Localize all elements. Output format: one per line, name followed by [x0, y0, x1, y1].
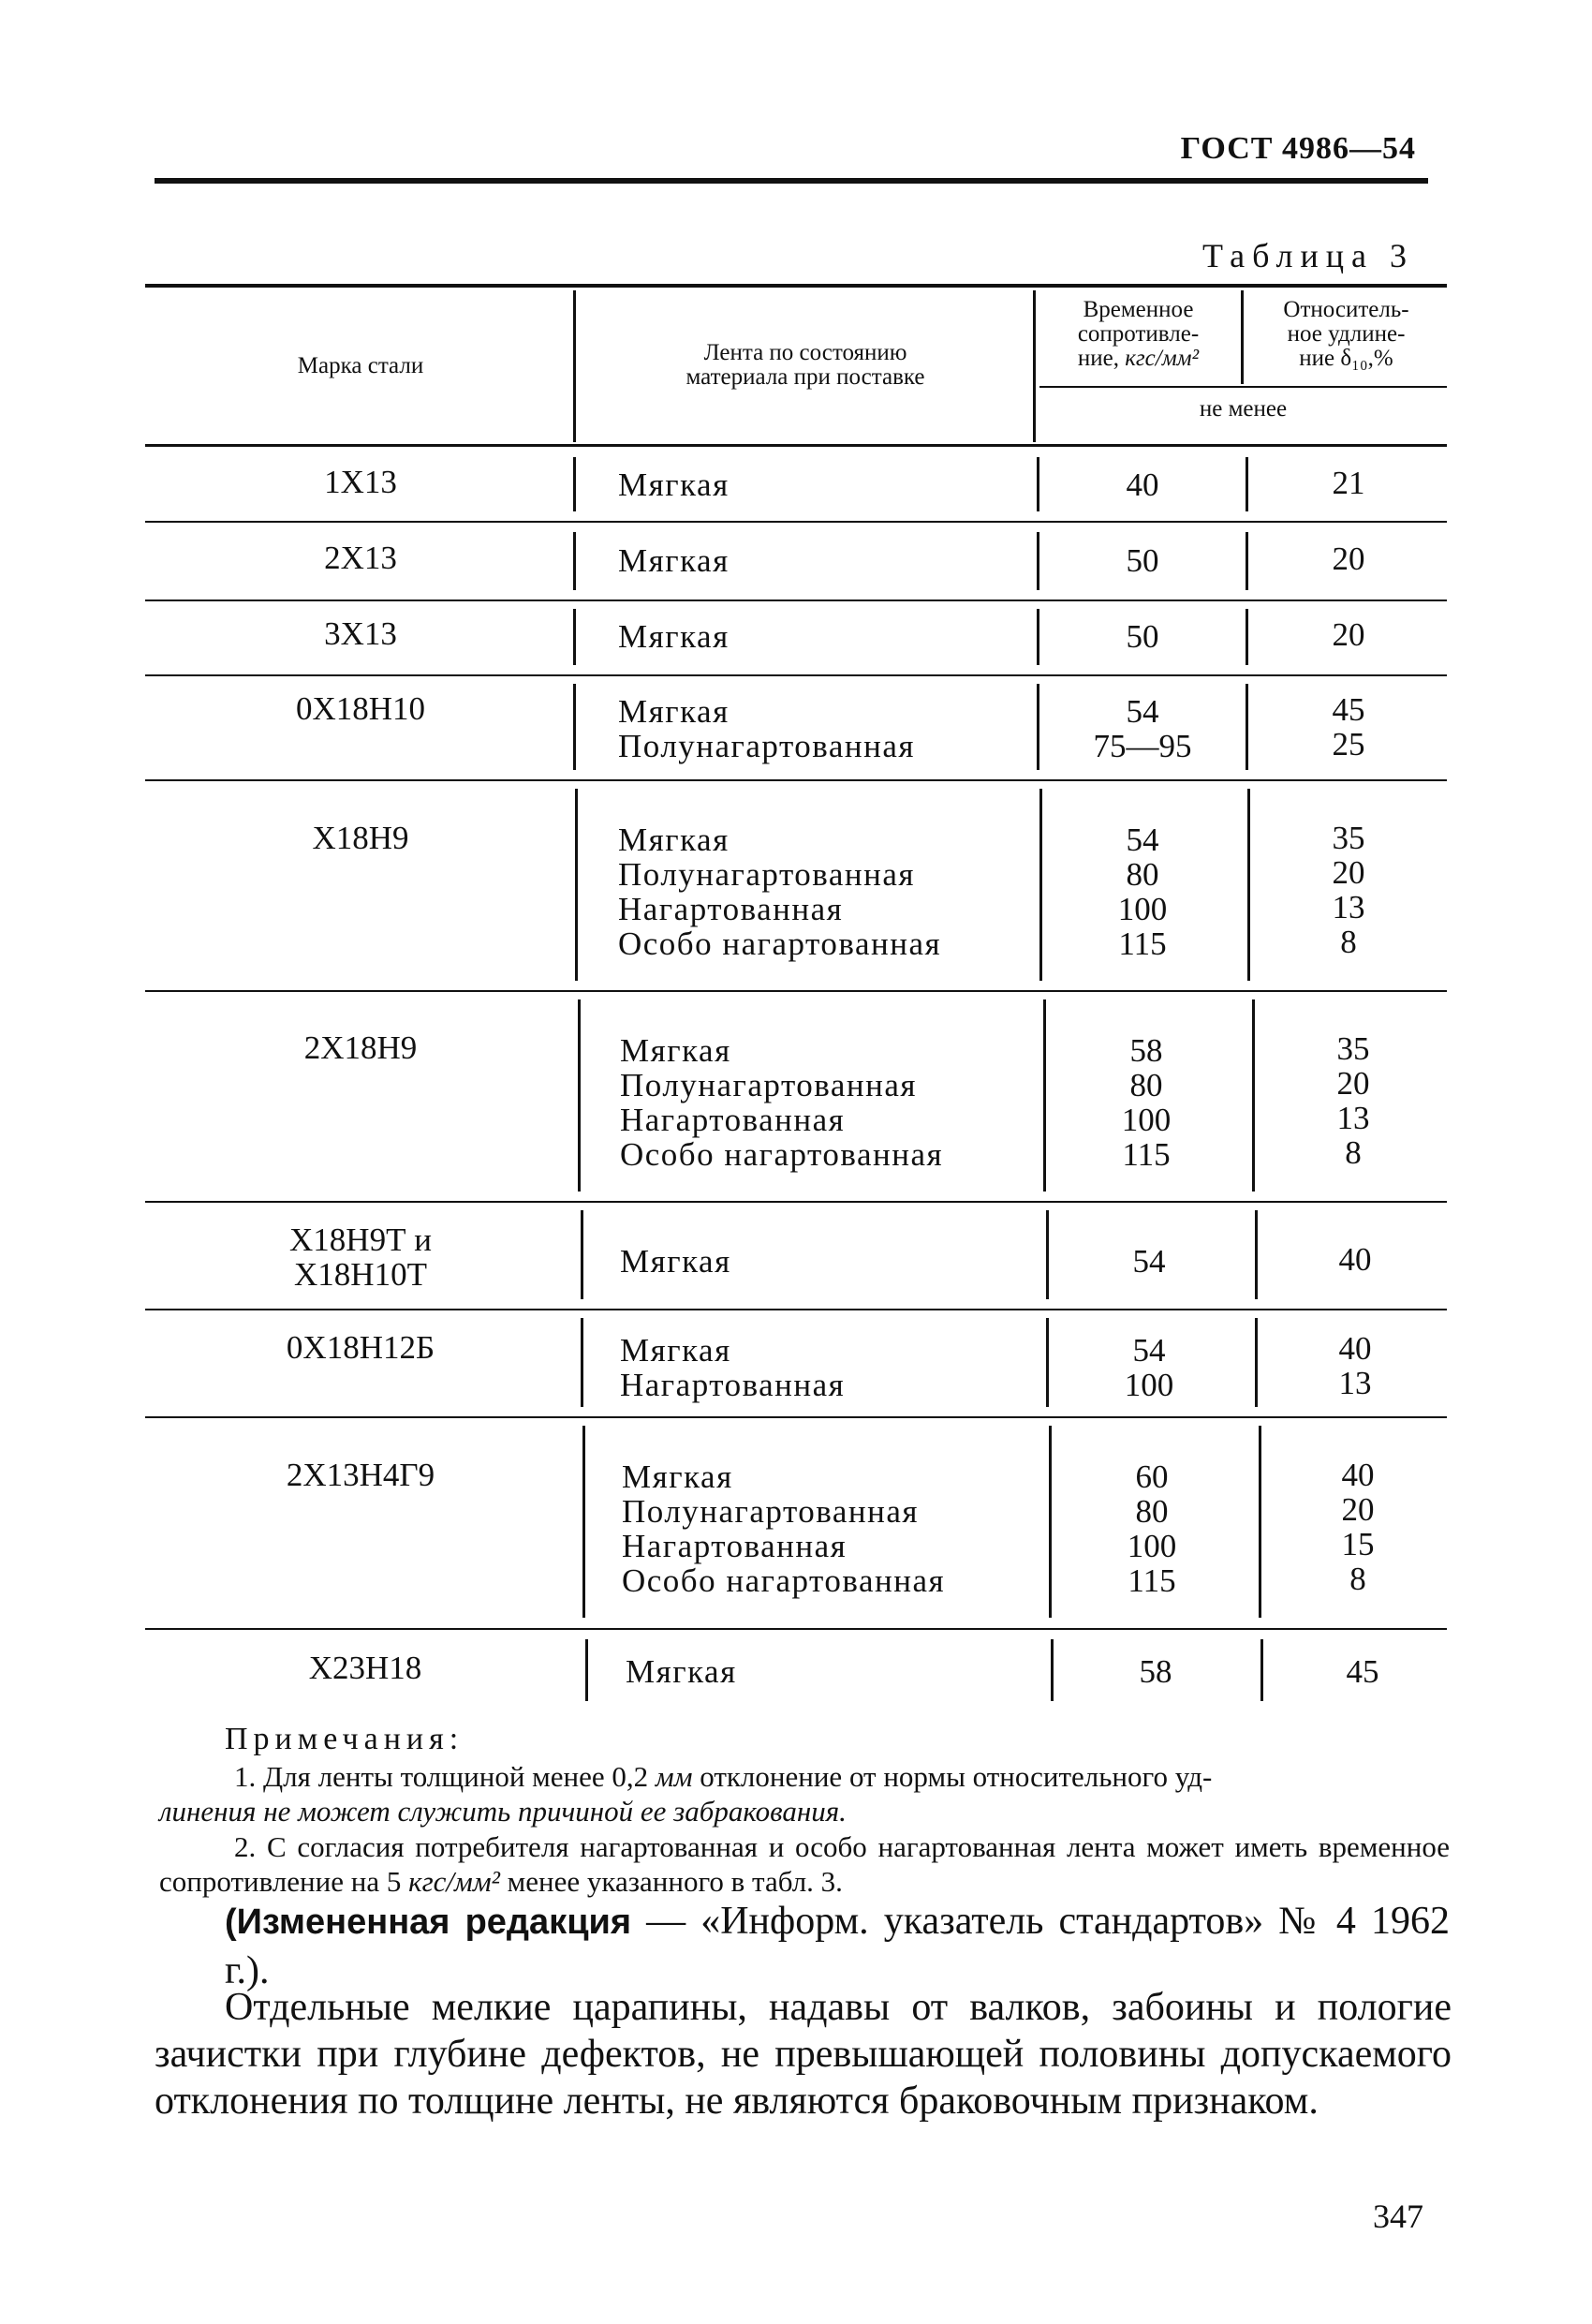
- row-state: Мягкая: [618, 618, 730, 655]
- col-rule: [1246, 457, 1248, 511]
- row-separator: [145, 1416, 1447, 1418]
- row-grade: 2Х13Н4Г9: [286, 1457, 435, 1493]
- row-tensile: 54 100: [1124, 1332, 1174, 1403]
- row-state: Мягкая: [626, 1653, 737, 1690]
- col-header-grade: Марка стали: [297, 353, 424, 378]
- row-elongation: 35 20 13 8: [1336, 1030, 1370, 1171]
- row-separator: [145, 600, 1447, 601]
- col-rule: [1241, 290, 1244, 384]
- header-rule: [155, 178, 1428, 184]
- row-separator: [145, 779, 1447, 781]
- table-rule-top: [145, 284, 1447, 288]
- doc-header: ГОСТ 4986—54: [1180, 131, 1416, 166]
- row-grade: Х23Н18: [308, 1650, 422, 1686]
- col-rule: [1033, 290, 1036, 442]
- row-grade: Х18Н9: [312, 820, 409, 856]
- col-rule: [573, 457, 576, 511]
- table-rule-header-sub: [1039, 386, 1447, 388]
- note-1-unit: мм: [655, 1760, 693, 1793]
- notes-title: Примечания:: [225, 1722, 464, 1756]
- table-label: Таблица 3: [1202, 237, 1414, 274]
- amendment-bold: (Измененная редакция: [225, 1902, 632, 1942]
- row-elongation: 45 25: [1332, 691, 1365, 762]
- tensile-header-text: Временное сопротивле- ние,: [1077, 297, 1200, 371]
- col-rule: [585, 1639, 588, 1701]
- body-paragraph: Отдельные мелкие царапины, надавы от валков, забоины и пологие зачистки при глубине дефектов, не превышающей половины допускаемого отклонения по толщине ленты, не являются браковочным признаком.: [155, 1986, 1452, 2123]
- row-elongation: 20: [1332, 540, 1365, 577]
- row-state: Мягкая: [618, 466, 730, 503]
- col-rule: [581, 1210, 583, 1299]
- row-grade: 2Х13: [324, 540, 397, 576]
- row-elongation: 35 20 13 8: [1332, 820, 1365, 960]
- note-1: [159, 1759, 1450, 1828]
- col-rule: [1246, 609, 1248, 665]
- row-separator: [145, 1201, 1447, 1203]
- col-rule: [581, 1318, 583, 1407]
- note-2-unit: кгс/мм²: [408, 1865, 500, 1898]
- row-tensile: 54: [1132, 1243, 1166, 1280]
- row-separator: [145, 1309, 1447, 1310]
- row-tensile: 54 75—95: [1093, 693, 1192, 764]
- row-tensile: 60 80 100 115: [1127, 1458, 1177, 1599]
- col-header-elongation: Относитель- ное удлине- ние δ₁₀,%: [1283, 297, 1409, 371]
- page-number: 347: [1373, 2198, 1423, 2235]
- col-rule: [573, 532, 576, 590]
- row-state: Мягкая Полунагартованная Нагартованная Особо нагартованная: [620, 1032, 944, 1173]
- note-2-text-b: менее указанного в табл. 3.: [499, 1865, 843, 1898]
- row-tensile: 50: [1126, 542, 1159, 579]
- note-1-text-b: отклонение от нормы относительного уд-: [692, 1760, 1213, 1793]
- tensile-unit: кгс/мм²: [1125, 346, 1200, 371]
- row-tensile: 40: [1126, 466, 1159, 503]
- row-separator: [145, 521, 1447, 523]
- row-elongation: 40 13: [1338, 1330, 1372, 1401]
- col-header-min: не менее: [1199, 396, 1288, 422]
- row-tensile: 58: [1139, 1653, 1172, 1690]
- row-elongation: 20: [1332, 616, 1365, 653]
- amendment-rest: — «Информ. указатель стандартов» № 4 1962 г.).: [225, 1900, 1450, 1992]
- row-grade: 1Х13: [324, 464, 397, 500]
- note-2-text-a: 2. С согласия потребителя нагартованная и особо нагартованная лента может иметь временное сопротивление на 5: [159, 1830, 1450, 1898]
- note-1-text-c: линения не может служить причиной ее забракования.: [159, 1795, 847, 1828]
- col-rule: [573, 684, 576, 770]
- col-rule: [1246, 684, 1248, 770]
- row-elongation: 45: [1346, 1653, 1379, 1690]
- col-rule: [573, 609, 576, 665]
- row-grade: 0Х18Н10: [295, 690, 426, 727]
- row-grade: Х18Н9Т и Х18Н10Т: [289, 1221, 432, 1293]
- row-separator: [145, 1628, 1447, 1630]
- row-tensile: 54 80 100 115: [1117, 822, 1168, 962]
- row-grade: 3Х13: [324, 615, 397, 652]
- row-state: Мягкая Нагартованная: [620, 1332, 846, 1403]
- note-2: [159, 1829, 1450, 1899]
- col-rule: [1246, 532, 1248, 590]
- row-state: Мягкая: [618, 542, 730, 579]
- row-elongation: 40: [1338, 1241, 1372, 1278]
- row-grade: 0Х18Н12Б: [286, 1329, 435, 1366]
- row-state: Мягкая: [620, 1243, 731, 1280]
- col-rule: [1260, 1639, 1263, 1701]
- row-state: Мягкая Полунагартованная Нагартованная Особо нагартованная: [618, 822, 942, 962]
- col-rule: [575, 789, 578, 981]
- row-state: Мягкая Полунагартованная Нагартованная Особо нагартованная: [622, 1458, 946, 1599]
- row-tensile: 58 80 100 115: [1121, 1032, 1172, 1173]
- col-rule: [573, 290, 576, 442]
- row-separator: [145, 990, 1447, 992]
- note-1-text-a: 1. Для ленты толщиной менее 0,2: [234, 1760, 656, 1793]
- amendment-note: [225, 1897, 1450, 1995]
- row-grade: 2Х18Н9: [303, 1029, 418, 1066]
- col-header-tensile: [1038, 298, 1239, 371]
- col-rule: [578, 999, 581, 1192]
- row-tensile: 50: [1126, 618, 1159, 655]
- row-elongation: 21: [1332, 465, 1365, 501]
- row-state: Мягкая Полунагартованная: [618, 693, 916, 764]
- row-elongation: 40 20 15 8: [1341, 1457, 1375, 1597]
- row-separator: [145, 674, 1447, 676]
- col-header-state: Лента по состоянию материала при поставке: [685, 340, 925, 390]
- col-rule: [582, 1426, 585, 1618]
- table-rule-header-bottom: [145, 444, 1447, 447]
